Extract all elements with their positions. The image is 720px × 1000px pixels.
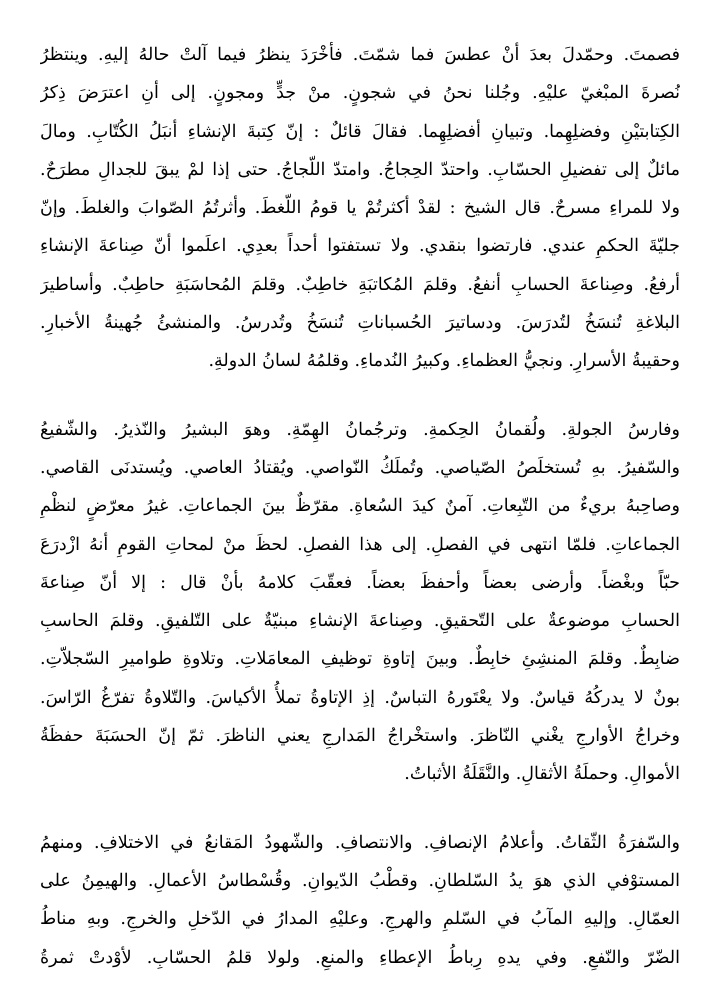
text-line: ولا للمراءِ مسرحٌ. قال الشيخ : لقدْ أكثرتُمْ يا قومُ اللّغطَ. وأثرتُمُ الصّوابَ والغلطَ. وإنّ [40,198,680,219]
text-line: حبّاً وبغْضاً. وأرضى بعضاً وأحفظَ بعضاً. فعقّبَ كلامهُ بأنْ قال : إلا أنّ صِناعةَ [40,572,680,593]
text-line: الحسابِ موضوعةٌ على التّحقيقِ. وصِناعةَ الإنشاءِ مبنيّةٌ على التّلفيقِ. وقلمَ الحاسبِ [40,611,680,632]
text-line: جليّةَ الحكمِ عندي. فارتضوا بنقدي. ولا تستفتوا أحداً بعدِي. اعلَموا أنّ صِناعةَ الإنشاءِ [40,236,680,257]
text-line: البلاغةِ تُنسَخُ لتُدرَسَ. ودساتيرَ الحُسباناتِ تُنسَخُ وتُدرسُ. والمنشئُ جُهينةُ الأخبارِ. [40,313,680,334]
text-line: أرفعُ. وصِناعةَ الحسابِ أنفعُ. وقلمَ المُكاتبَةِ خاطِبٌ. وقلمَ المُحاسَبَةِ حاطِبٌ. وأساطيرَ [40,274,680,295]
text-line: والسّفرَةُ الثّقاتُ. وأعلامُ الإنصافِ. والانتصافِ. والشّهودُ المَقانعُ في الاختلافِ. ومنهمُ [40,832,680,853]
text-line: وحقيبةُ الأسرارِ. ونجيُّ العظماءِ. وكبيرُ النُدماءِ. وقلمُهُ لسانُ الدولةِ. [208,351,680,372]
text-line: فصمتَ. وحمّدلَ بعدَ أنْ عطسَ فما شمّتَ. فأخْرَدَ ينظرُ فيما آلتْ حالهُ إليهِ. وينتظرُ [40,45,680,65]
text-line: وفارسُ الجولةِ. ولُقمانُ الحِكمةِ. وترجُمانُ الهِمّةِ. وهوَ البشيرُ والنّذيرُ. والشّفيعُ [40,419,680,440]
text-line: وصاحِبهُ بريءٌ من التّبِعاتِ. آمنٌ كيدَ السُعاةِ. مقرّظٌ بينَ الجماعاتِ. غيرُ معرّضٍ لنظْمِ [40,496,680,517]
text-line: وخراجُ الأوارجِ يغْني النّاظرَ. واستخْراجُ المَدارجِ يعني الناظرَ. ثمّ إنّ الحسَبَةَ حفظَةُ [40,726,680,747]
text-line: نُصرةَ المبْغيّ عليْهِ. وجُلنا نحنُ في شجونٍ. منْ جدٍّ ومجونٍ. إلى أنِ اعترَضَ ذِكرُ [40,83,680,104]
text-line: ضابِطٌ. وقلمَ المنشِئِ خابِطٌ. وبينَ إتاوةِ توظيفِ المعامَلاتِ. وتلاوةِ طواميرِ السّجلاّتِ. [40,649,680,670]
text-line: الكِتابتيْنِ وفضلِهِما. وتبيانِ أفضلِهِما. فقالَ قائلٌ : إنّ كِتبةَ الإنشاءِ أنبَلُ الكُتّابِ. ومالَ [40,121,680,142]
paragraph-3 [40,824,680,977]
text-line: والسّفيرُ. بهِ تُستخلَصُ الصّياصي. وتُملَكُ النّواصي. ويُقتادُ العاصي. ويُستدنَى القاصي. [40,457,680,478]
paragraph-1 [40,36,680,381]
text-line: بونٌ لا يدركُهُ قياسٌ. ولا يعْتَورهُ التباسٌ. إذِ الإتاوةُ تملأُ الأكياسَ. والتّلاوةُ تفرّغُ الرّاسَ. [40,687,680,708]
text-line: الضّرّ والنّفعِ. وفي يدهِ رِباطُ الإعطاءِ والمنعِ. ولولا قلمُ الحسّابِ. لأوْدتْ ثمرةُ [40,947,680,968]
text-line: المستوْفي الذي هوَ يدُ السّلطانِ. وقطْبُ الدّيوانِ. وقُسْطاسُ الأعمالِ. والهيمِنُ على [40,870,680,891]
paragraph-2 [40,411,680,794]
text-line: الجماعاتِ. فلمّا انتهى في الفصلِ. إلى هذا الفصلِ. لحظَ منْ لمحاتِ القومِ أنهُ ازْدرَعَ [40,534,680,555]
text-line: مائلٌ إلى تفضيلِ الحسّابِ. واحتدّ الحِجاجُ. وامتدّ اللّجاجُ. حتى إذا لمْ يبقَ للجدالِ مطرَحٌ. [40,159,680,180]
text-line: العمّالِ. وإليهِ المآبُ في السّلمِ والهرجِ. وعليْهِ المدارُ في الدّخلِ والخرجِ. وبهِ مناطُ [40,909,680,930]
text-line: الأموالِ. وحملَةُ الأثقالِ. والنَّقَلَةُ الأثباتُ. [404,764,680,785]
